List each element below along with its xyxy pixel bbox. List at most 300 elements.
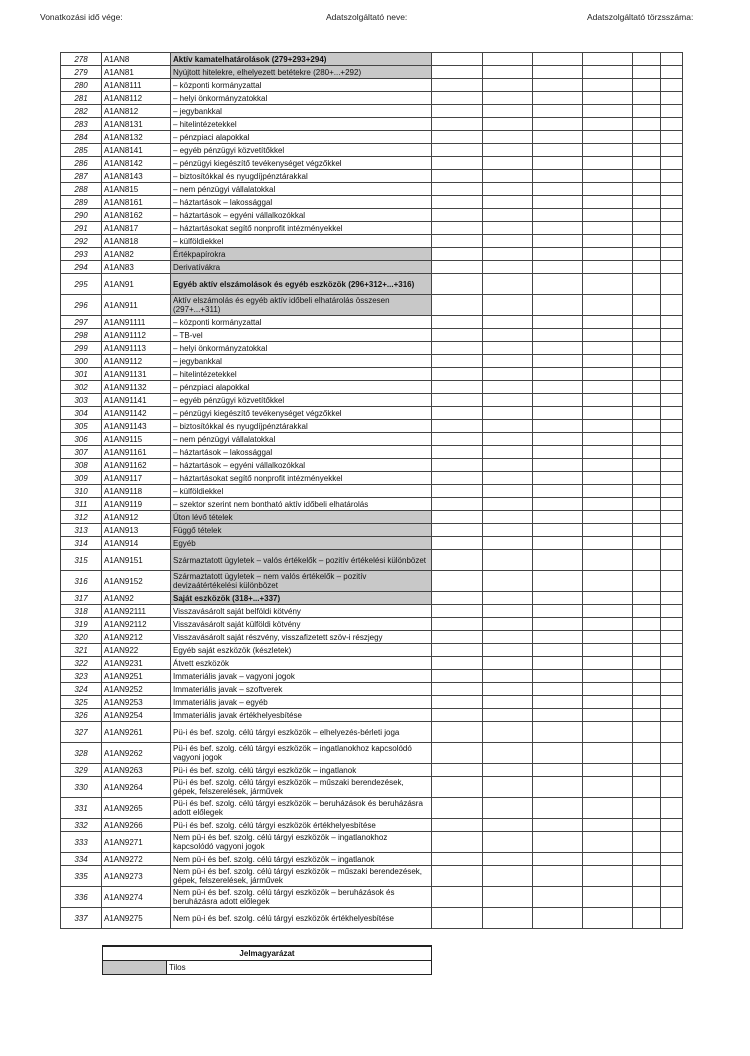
row-description: Pü-i és bef. szolg. célú tárgyi eszközök – műszaki berendezések, gépek, felszerelések, járművek — [171, 777, 432, 798]
row-description: Nem pü-i és bef. szolg. célú tárgyi eszközök – ingatlanok — [171, 853, 432, 866]
value-cell — [633, 329, 661, 342]
value-cell — [661, 657, 683, 670]
value-cell — [633, 394, 661, 407]
table-row — [61, 511, 683, 524]
value-cell — [583, 709, 633, 722]
value-cell — [533, 722, 583, 743]
value-cell — [533, 472, 583, 485]
table-row — [61, 92, 683, 105]
row-code: A1AN9119 — [102, 498, 171, 511]
row-number: 303 — [61, 394, 102, 407]
table-row — [61, 722, 683, 743]
value-cell — [483, 550, 533, 571]
value-cell — [633, 407, 661, 420]
row-code: A1AN9261 — [102, 722, 171, 743]
value-cell — [633, 157, 661, 170]
value-cell — [533, 605, 583, 618]
row-description: – pénzügyi kiegészítő tevékenységet végzőkkel — [171, 157, 432, 170]
value-cell — [583, 196, 633, 209]
value-cell — [583, 446, 633, 459]
value-cell — [483, 571, 533, 592]
value-cell — [483, 887, 533, 908]
value-cell — [633, 355, 661, 368]
row-description: Úton lévő tételek — [171, 511, 432, 524]
row-number: 297 — [61, 316, 102, 329]
row-code: A1AN8142 — [102, 157, 171, 170]
value-cell — [583, 908, 633, 929]
value-cell — [533, 274, 583, 295]
value-cell — [533, 498, 583, 511]
value-cell — [633, 511, 661, 524]
value-cell — [432, 79, 483, 92]
value-cell — [633, 235, 661, 248]
row-description: Pü-i és bef. szolg. célú tárgyi eszközök – beruházások és beruházásra adott előlegek — [171, 798, 432, 819]
table-row — [61, 631, 683, 644]
row-number: 292 — [61, 235, 102, 248]
value-cell — [483, 777, 533, 798]
value-cell — [583, 819, 633, 832]
table-row — [61, 209, 683, 222]
value-cell — [533, 329, 583, 342]
row-number: 319 — [61, 618, 102, 631]
value-cell — [432, 368, 483, 381]
value-cell — [583, 592, 633, 605]
row-description: Visszavásárolt saját külföldi kötvény — [171, 618, 432, 631]
value-cell — [432, 222, 483, 235]
row-code: A1AN8143 — [102, 170, 171, 183]
table-row — [61, 170, 683, 183]
value-cell — [483, 472, 533, 485]
value-cell — [661, 832, 683, 853]
value-cell — [633, 144, 661, 157]
row-number: 326 — [61, 709, 102, 722]
value-cell — [661, 92, 683, 105]
row-description: Nem pü-i és bef. szolg. célú tárgyi eszközök értékhelyesbítése — [171, 908, 432, 929]
value-cell — [432, 118, 483, 131]
value-cell — [483, 295, 533, 316]
row-description: Immateriális javak – szoftverek — [171, 683, 432, 696]
value-cell — [583, 571, 633, 592]
value-cell — [432, 329, 483, 342]
value-cell — [533, 764, 583, 777]
row-description: – jegybankkal — [171, 355, 432, 368]
row-number: 336 — [61, 887, 102, 908]
value-cell — [661, 524, 683, 537]
value-cell — [583, 295, 633, 316]
row-code: A1AN91112 — [102, 329, 171, 342]
row-code: A1AN9231 — [102, 657, 171, 670]
row-description: Pü-i és bef. szolg. célú tárgyi eszközök értékhelyesbítése — [171, 819, 432, 832]
row-code: A1AN9275 — [102, 908, 171, 929]
row-code: A1AN91161 — [102, 446, 171, 459]
legend-table — [102, 945, 432, 975]
value-cell — [583, 644, 633, 657]
table-row — [61, 105, 683, 118]
value-cell — [633, 209, 661, 222]
value-cell — [483, 209, 533, 222]
table-row — [61, 433, 683, 446]
value-cell — [583, 316, 633, 329]
row-number: 298 — [61, 329, 102, 342]
value-cell — [661, 709, 683, 722]
value-cell — [661, 316, 683, 329]
value-cell — [583, 524, 633, 537]
table-row — [61, 498, 683, 511]
value-cell — [633, 261, 661, 274]
value-cell — [432, 105, 483, 118]
row-code: A1AN8141 — [102, 144, 171, 157]
row-code: A1AN8161 — [102, 196, 171, 209]
value-cell — [483, 485, 533, 498]
row-number: 327 — [61, 722, 102, 743]
value-cell — [432, 537, 483, 550]
value-cell — [483, 592, 533, 605]
value-cell — [483, 683, 533, 696]
value-cell — [533, 866, 583, 887]
value-cell — [661, 537, 683, 550]
table-row — [61, 329, 683, 342]
table-row — [61, 368, 683, 381]
row-code: A1AN922 — [102, 644, 171, 657]
row-code: A1AN9251 — [102, 670, 171, 683]
row-description: Egyéb — [171, 537, 432, 550]
value-cell — [661, 696, 683, 709]
row-number: 281 — [61, 92, 102, 105]
value-cell — [661, 295, 683, 316]
value-cell — [483, 832, 533, 853]
value-cell — [661, 79, 683, 92]
value-cell — [483, 631, 533, 644]
value-cell — [483, 498, 533, 511]
value-cell — [432, 274, 483, 295]
value-cell — [432, 295, 483, 316]
value-cell — [432, 722, 483, 743]
row-number: 284 — [61, 131, 102, 144]
value-cell — [533, 743, 583, 764]
value-cell — [661, 420, 683, 433]
value-cell — [432, 819, 483, 832]
table-row — [61, 381, 683, 394]
value-cell — [432, 618, 483, 631]
table-row — [61, 485, 683, 498]
value-cell — [432, 524, 483, 537]
value-cell — [583, 511, 633, 524]
value-cell — [533, 887, 583, 908]
value-cell — [432, 248, 483, 261]
row-number: 300 — [61, 355, 102, 368]
legend-swatch-forbidden — [103, 961, 167, 975]
value-cell — [661, 170, 683, 183]
value-cell — [583, 670, 633, 683]
table-row — [61, 592, 683, 605]
value-cell — [483, 618, 533, 631]
value-cell — [533, 524, 583, 537]
value-cell — [661, 235, 683, 248]
value-cell — [533, 66, 583, 79]
row-number: 310 — [61, 485, 102, 498]
value-cell — [583, 472, 633, 485]
value-cell — [432, 131, 483, 144]
value-cell — [483, 196, 533, 209]
row-description: Egyéb aktív elszámolások és egyéb eszközök (296+312+...+316) — [171, 274, 432, 295]
row-number: 324 — [61, 683, 102, 696]
row-description: – nem pénzügyi vállalatokkal — [171, 433, 432, 446]
table-row — [61, 355, 683, 368]
value-cell — [533, 407, 583, 420]
value-cell — [432, 342, 483, 355]
row-description: Pü-i és bef. szolg. célú tárgyi eszközök – ingatlanokhoz kapcsolódó vagyoni jogok — [171, 743, 432, 764]
row-code: A1AN91142 — [102, 407, 171, 420]
value-cell — [633, 274, 661, 295]
row-number: 316 — [61, 571, 102, 592]
value-cell — [432, 853, 483, 866]
value-cell — [533, 908, 583, 929]
value-cell — [432, 709, 483, 722]
value-cell — [633, 295, 661, 316]
value-cell — [533, 511, 583, 524]
value-cell — [661, 196, 683, 209]
table-row — [61, 407, 683, 420]
table-row — [61, 248, 683, 261]
value-cell — [661, 131, 683, 144]
table-row — [61, 66, 683, 79]
value-cell — [633, 472, 661, 485]
value-cell — [533, 537, 583, 550]
row-description: Pü-i és bef. szolg. célú tárgyi eszközök – ingatlanok — [171, 764, 432, 777]
value-cell — [633, 908, 661, 929]
value-cell — [432, 209, 483, 222]
value-cell — [583, 618, 633, 631]
value-cell — [583, 537, 633, 550]
table-row — [61, 118, 683, 131]
value-cell — [633, 79, 661, 92]
value-cell — [533, 157, 583, 170]
value-cell — [633, 722, 661, 743]
value-cell — [583, 381, 633, 394]
value-cell — [633, 183, 661, 196]
value-cell — [483, 537, 533, 550]
value-cell — [661, 66, 683, 79]
row-number: 288 — [61, 183, 102, 196]
value-cell — [633, 196, 661, 209]
value-cell — [633, 446, 661, 459]
table-row — [61, 777, 683, 798]
row-number: 279 — [61, 66, 102, 79]
row-description: Saját eszközök (318+...+337) — [171, 592, 432, 605]
value-cell — [533, 196, 583, 209]
row-number: 312 — [61, 511, 102, 524]
table-row — [61, 131, 683, 144]
value-cell — [432, 887, 483, 908]
value-cell — [432, 511, 483, 524]
value-cell — [483, 722, 533, 743]
value-cell — [432, 92, 483, 105]
value-cell — [533, 618, 583, 631]
value-cell — [483, 743, 533, 764]
table-row — [61, 342, 683, 355]
value-cell — [432, 498, 483, 511]
row-code: A1AN8112 — [102, 92, 171, 105]
value-cell — [483, 433, 533, 446]
row-number: 334 — [61, 853, 102, 866]
value-cell — [583, 743, 633, 764]
row-description: – háztartások – lakossággal — [171, 196, 432, 209]
value-cell — [633, 316, 661, 329]
value-cell — [533, 696, 583, 709]
row-number: 287 — [61, 170, 102, 183]
value-cell — [483, 819, 533, 832]
value-cell — [661, 157, 683, 170]
value-cell — [661, 819, 683, 832]
value-cell — [583, 92, 633, 105]
value-cell — [432, 53, 483, 66]
value-cell — [533, 819, 583, 832]
value-cell — [633, 592, 661, 605]
value-cell — [661, 446, 683, 459]
table-row — [61, 887, 683, 908]
value-cell — [432, 592, 483, 605]
table-row — [61, 853, 683, 866]
value-cell — [583, 355, 633, 368]
value-cell — [533, 485, 583, 498]
value-cell — [533, 592, 583, 605]
row-code: A1AN913 — [102, 524, 171, 537]
row-number: 280 — [61, 79, 102, 92]
value-cell — [533, 92, 583, 105]
row-code: A1AN9212 — [102, 631, 171, 644]
row-number: 322 — [61, 657, 102, 670]
value-cell — [633, 571, 661, 592]
table-row — [61, 743, 683, 764]
row-description: – külföldiekkel — [171, 485, 432, 498]
row-number: 335 — [61, 866, 102, 887]
value-cell — [432, 144, 483, 157]
table-row — [61, 394, 683, 407]
value-cell — [483, 657, 533, 670]
value-cell — [661, 571, 683, 592]
value-cell — [583, 550, 633, 571]
legend-label-forbidden: Tilos — [167, 961, 432, 975]
value-cell — [633, 433, 661, 446]
value-cell — [633, 832, 661, 853]
value-cell — [432, 316, 483, 329]
value-cell — [483, 342, 533, 355]
row-number: 337 — [61, 908, 102, 929]
value-cell — [661, 368, 683, 381]
value-cell — [633, 381, 661, 394]
value-cell — [583, 209, 633, 222]
row-description: – helyi önkormányzatokkal — [171, 92, 432, 105]
value-cell — [432, 261, 483, 274]
table-row — [61, 618, 683, 631]
table-row — [61, 709, 683, 722]
row-description: Származtatott ügyletek – nem valós értékelők – pozitív devizaátértékelési különbözet — [171, 571, 432, 592]
row-description: – TB-vel — [171, 329, 432, 342]
row-description: Értékpapírokra — [171, 248, 432, 261]
value-cell — [633, 92, 661, 105]
row-description: Nem pü-i és bef. szolg. célú tárgyi eszközök – beruházások és beruházásra adott előlegek — [171, 887, 432, 908]
value-cell — [583, 887, 633, 908]
value-cell — [661, 485, 683, 498]
value-cell — [583, 105, 633, 118]
row-number: 306 — [61, 433, 102, 446]
table-row — [61, 524, 683, 537]
value-cell — [633, 66, 661, 79]
row-code: A1AN91141 — [102, 394, 171, 407]
row-description: – központi kormányzattal — [171, 316, 432, 329]
value-cell — [432, 777, 483, 798]
value-cell — [483, 53, 533, 66]
value-cell — [533, 170, 583, 183]
value-cell — [661, 183, 683, 196]
row-number: 294 — [61, 261, 102, 274]
value-cell — [432, 683, 483, 696]
row-description: Függő tételek — [171, 524, 432, 537]
value-cell — [533, 420, 583, 433]
row-code: A1AN91111 — [102, 316, 171, 329]
row-code: A1AN9265 — [102, 798, 171, 819]
value-cell — [533, 105, 583, 118]
value-cell — [583, 683, 633, 696]
value-cell — [483, 66, 533, 79]
table-row — [61, 764, 683, 777]
value-cell — [533, 670, 583, 683]
row-description: Visszavásárolt saját belföldi kötvény — [171, 605, 432, 618]
value-cell — [633, 764, 661, 777]
row-description: – hitelintézetekkel — [171, 118, 432, 131]
table-row — [61, 696, 683, 709]
table-row — [61, 657, 683, 670]
value-cell — [483, 420, 533, 433]
value-cell — [661, 248, 683, 261]
value-cell — [432, 696, 483, 709]
row-code: A1AN92111 — [102, 605, 171, 618]
row-description: – pénzpiaci alapokkal — [171, 381, 432, 394]
row-description: – pénzpiaci alapokkal — [171, 131, 432, 144]
row-description: – jegybankkal — [171, 105, 432, 118]
row-description: – helyi önkormányzatokkal — [171, 342, 432, 355]
value-cell — [633, 550, 661, 571]
table-row — [61, 261, 683, 274]
value-cell — [533, 342, 583, 355]
value-cell — [583, 66, 633, 79]
row-code: A1AN9112 — [102, 355, 171, 368]
value-cell — [533, 433, 583, 446]
value-cell — [483, 355, 533, 368]
row-number: 290 — [61, 209, 102, 222]
value-cell — [483, 394, 533, 407]
row-description: Nem pü-i és bef. szolg. célú tárgyi eszközök – műszaki berendezések, gépek, felszerelések, járművek — [171, 866, 432, 887]
row-number: 307 — [61, 446, 102, 459]
value-cell — [483, 644, 533, 657]
table-row — [61, 222, 683, 235]
data-table — [60, 52, 683, 929]
value-cell — [483, 459, 533, 472]
row-code: A1AN9263 — [102, 764, 171, 777]
value-cell — [633, 605, 661, 618]
row-description: Aktív elszámolás és egyéb aktív időbeli elhatárolás összesen (297+...+311) — [171, 295, 432, 316]
value-cell — [533, 777, 583, 798]
row-description: Immateriális javak – egyéb — [171, 696, 432, 709]
row-code: A1AN91113 — [102, 342, 171, 355]
row-description: Egyéb saját eszközök (készletek) — [171, 644, 432, 657]
value-cell — [661, 433, 683, 446]
row-number: 283 — [61, 118, 102, 131]
row-number: 302 — [61, 381, 102, 394]
value-cell — [483, 105, 533, 118]
value-cell — [483, 381, 533, 394]
row-description: – egyéb pénzügyi közvetítőkkel — [171, 144, 432, 157]
